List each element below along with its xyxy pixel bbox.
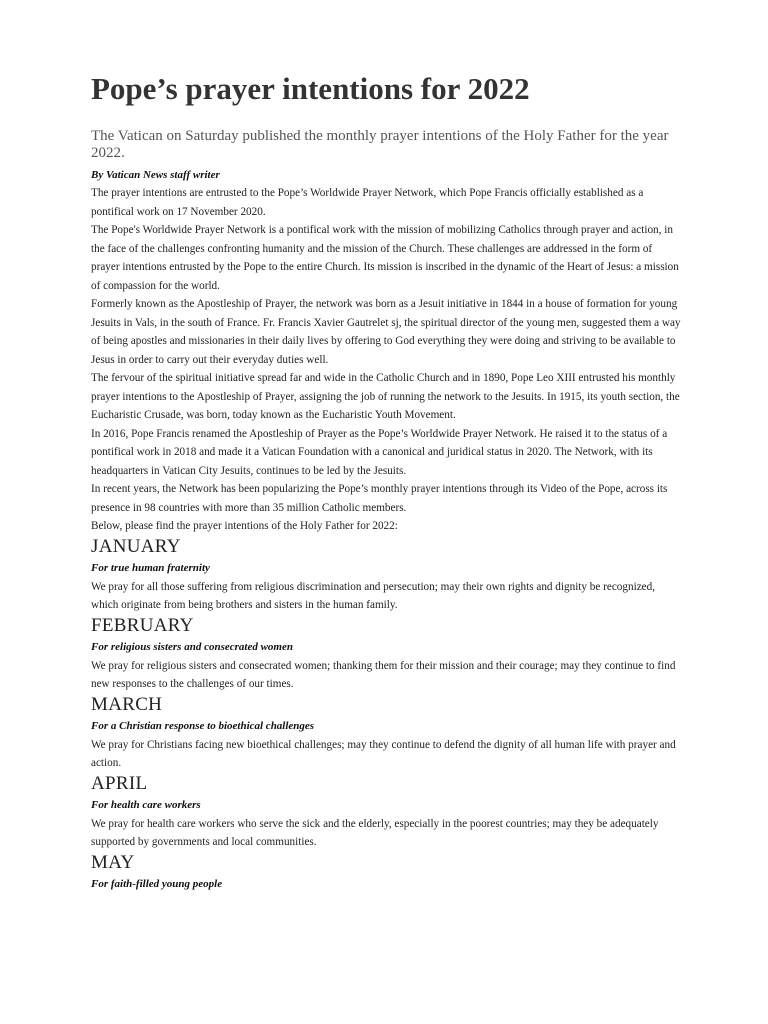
month-heading: APRIL	[91, 772, 148, 794]
month-heading: MAY	[91, 851, 135, 873]
month-heading: MARCH	[91, 693, 163, 715]
paragraph: Formerly known as the Apostleship of Prayer, the network was born as a Jesuit initiative in 1844 in a house of formation for young Jesuits in Vals, in the south of France. Fr. Francis Xavier Gautrelet sj, the spiritual director of the young men, suggested them a way of being apostles and missionaries in their daily lives by offering to God everything they were doing and striving to be available to Jesus in order to carry out their everyday duties well.	[91, 298, 681, 366]
paragraph: The Pope's Worldwide Prayer Network is a pontifical work with the mission of mobilizing Catholics through prayer and action, in the face of the challenges confronting humanity and the mission of the Church. These challenges are addressed in the form of prayer intentions entrusted by the Pope to the entire Church. Its mission is inscribed in the dynamic of the Heart of Jesus: a mission of compassion for the world.	[91, 224, 679, 292]
paragraph: The fervour of the spiritual initiative spread far and wide in the Catholic Church and in 1890, Pope Leo XIII entrusted his monthly prayer intentions to the Apostleship of Prayer, assigning the job of running the network to the Jesuits. In 1915, its youth section, the Eucharistic Crusade, was born, today known as the Eucharistic Youth Movement.	[91, 372, 680, 421]
intention-title: For a Christian response to bioethical challenges	[91, 719, 315, 732]
article-byline: By Vatican News staff writer	[91, 169, 220, 181]
month-section-march	[91, 694, 681, 773]
month-section-april	[91, 773, 681, 852]
intention-title: For true human fraternity	[91, 561, 210, 574]
intention-text: We pray for all those suffering from religious discrimination and persecution; may their own rights and dignity be recognized, which originate from being brothers and sisters in the human family.	[91, 580, 656, 611]
paragraph: In 2016, Pope Francis renamed the Apostleship of Prayer as the Pope’s Worldwide Prayer Network. He raised it to the status of a pontifical work in 2018 and made it a Vatican Foundation with a canonical and juridical status in 2020. The Network, with its headquarters in Vatican City Jesuits, continues to be led by the Jesuits.	[91, 427, 668, 477]
article-subtitle: The Vatican on Saturday published the monthly prayer intentions of the Holy Father for the year 2022.	[91, 128, 669, 161]
document-page	[91, 68, 681, 894]
article-title: Pope’s prayer intentions for 2022	[91, 71, 530, 106]
month-section-may	[91, 852, 681, 891]
month-section-january	[91, 536, 681, 615]
intention-title: For faith-filled young people	[91, 877, 223, 890]
paragraph: Below, please find the prayer intentions of the Holy Father for 2022:	[91, 520, 398, 532]
intention-title: For religious sisters and consecrated women	[91, 640, 293, 653]
intention-text: We pray for Christians facing new bioethical challenges; may they continue to defend the dignity of all human life with prayer and action.	[91, 738, 676, 769]
intention-text: We pray for health care workers who serve the sick and the elderly, especially in the poorest countries; may they be adequately supported by governments and local communities.	[91, 817, 659, 848]
paragraph: The prayer intentions are entrusted to the Pope’s Worldwide Prayer Network, which Pope Francis officially established as a pontifical work on 17 November 2020.	[91, 187, 644, 218]
intention-text: We pray for religious sisters and consecrated women; thanking them for their mission and their courage; may they continue to find new responses to the challenges of our times.	[91, 659, 676, 690]
paragraph: In recent years, the Network has been popularizing the Pope’s monthly prayer intentions through its Video of the Pope, across its presence in 98 countries with more than 35 million Catholic members.	[91, 483, 668, 514]
month-heading: JANUARY	[91, 535, 181, 557]
intention-title: For health care workers	[91, 798, 201, 811]
month-section-february	[91, 615, 681, 694]
month-heading: FEBRUARY	[91, 614, 194, 636]
